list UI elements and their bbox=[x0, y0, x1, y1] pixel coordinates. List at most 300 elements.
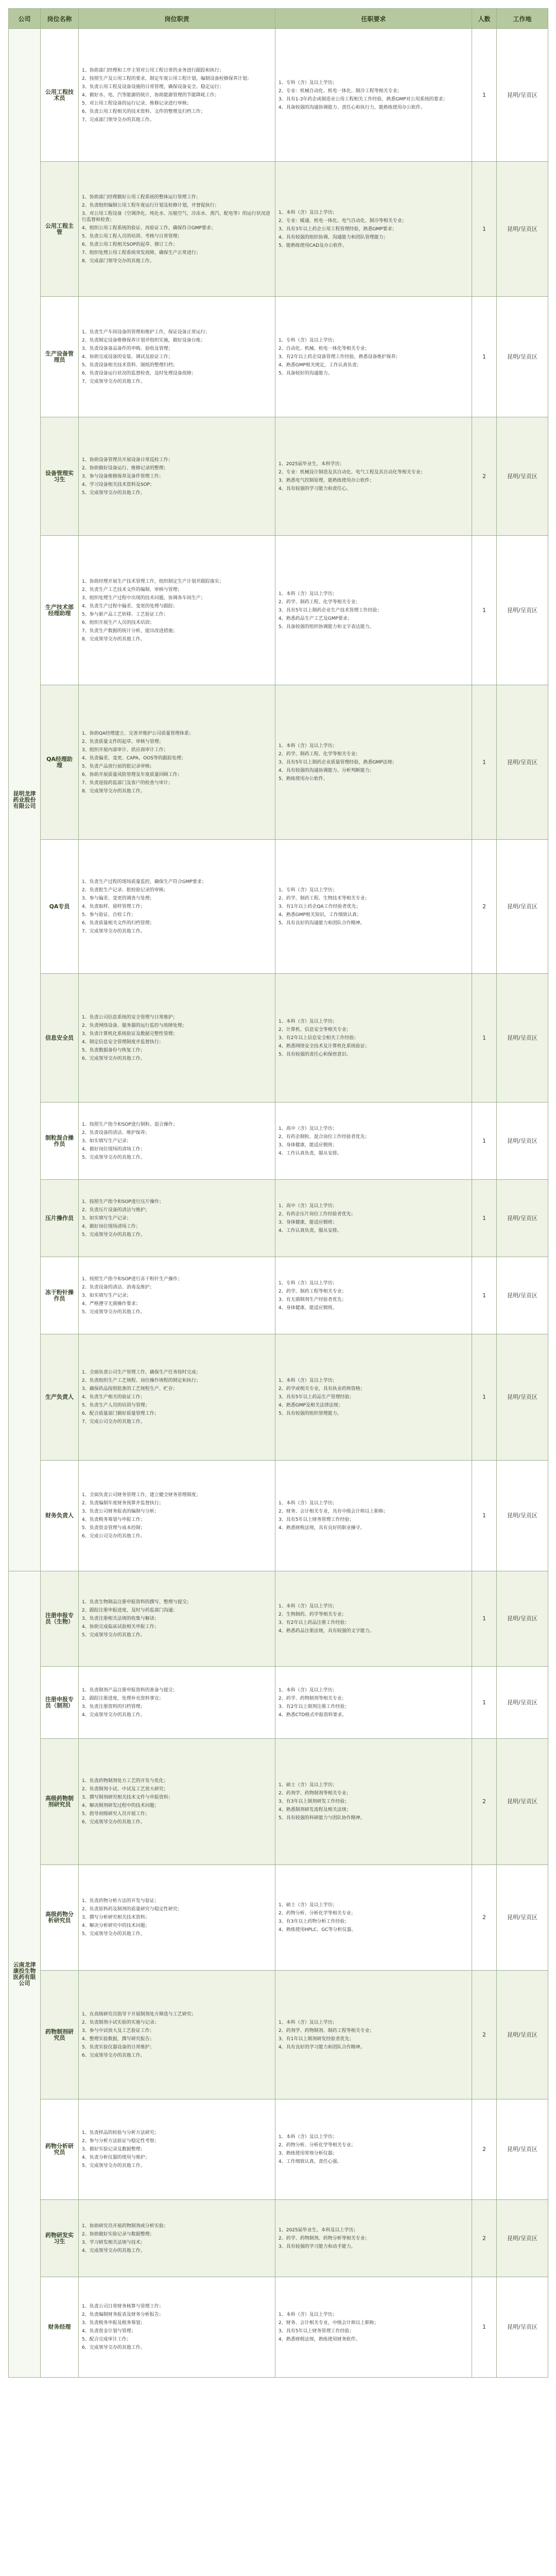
work-location: 昆明/呈贡区 bbox=[497, 1667, 548, 1739]
duty-line: 5、配合完成审计工作； bbox=[82, 2337, 131, 2342]
requirements-cell bbox=[275, 536, 472, 685]
requirements-cell bbox=[275, 1971, 472, 2099]
requirement-line: 4、具有较强的组织协调、沟通能力和团队管理能力； bbox=[279, 234, 388, 240]
duty-line: 2、负责网络设备、服务器的运行监控与故障处理； bbox=[82, 1023, 187, 1028]
table-row bbox=[9, 974, 548, 1103]
position-name: QA经理助理 bbox=[41, 685, 79, 840]
work-location: 昆明/呈贡区 bbox=[497, 1571, 548, 1667]
requirement-line: 1、专科（含）及以上学历； bbox=[279, 887, 337, 893]
position-name: QA专员 bbox=[41, 840, 79, 974]
duty-line: 2、负责质量文件的起草、审核与管理； bbox=[82, 739, 164, 744]
duty-line: 6、负责质量相关文件的归档管理； bbox=[82, 920, 154, 926]
duty-line: 5、负责生产人员的培训与管理； bbox=[82, 1403, 150, 1408]
duty-line: 3、负责设备备品备件的申购、验收及管理； bbox=[82, 346, 173, 351]
duty-line: 5、完成领导交办的其他工作。 bbox=[82, 1309, 145, 1315]
requirement-line: 3、熟练使用常规分析仪器； bbox=[279, 2151, 337, 2156]
position-name: 药物研发实习生 bbox=[41, 2200, 79, 2277]
requirement-line: 1、本科（含）及以上学历； bbox=[279, 743, 337, 749]
requirement-line: 2、财务、会计相关专业，中级会计师以上职称； bbox=[279, 2320, 379, 2326]
duties-cell bbox=[79, 1103, 275, 1180]
duties-cell bbox=[79, 2099, 275, 2200]
duty-line: 6、组织开展生产人员的技术培训； bbox=[82, 620, 154, 625]
requirement-line: 3、身体健康，能适应倒班； bbox=[279, 1142, 337, 1148]
requirements-cell bbox=[275, 1571, 472, 1667]
requirement-line: 2、药学、制药工程、生物技术等相关专业； bbox=[279, 895, 370, 901]
table-body bbox=[9, 29, 548, 2378]
position-name: 生产技术部经理助理 bbox=[41, 536, 79, 685]
table-row bbox=[9, 1257, 548, 1334]
headcount: 2 bbox=[472, 840, 497, 974]
headcount: 2 bbox=[472, 2200, 497, 2277]
header-location: 工作地 bbox=[497, 9, 548, 29]
requirement-line: 4、熟悉财税法规，熟练使用财务软件。 bbox=[279, 2337, 360, 2342]
duty-line: 3、如实填写生产记录； bbox=[82, 1138, 131, 1144]
requirement-line: 4、熟悉GMP相关规定，工作认真负责； bbox=[279, 362, 361, 368]
requirement-line: 1、本科（含）及以上学历； bbox=[279, 1378, 337, 1383]
requirement-line: 3、有无菌制剂生产经验者优先； bbox=[279, 1297, 346, 1302]
requirement-line: 2、药学、药物制剂、药物分析等相关专业； bbox=[279, 2235, 370, 2241]
duty-line: 3、组织开展内部审计、供应商审计工作； bbox=[82, 747, 168, 753]
requirement-line: 2、药学、制药工程等相关专业； bbox=[279, 1289, 346, 1294]
duties-cell bbox=[79, 840, 275, 974]
duty-line: 5、负责产品放行前的批记录审核； bbox=[82, 764, 154, 769]
duty-line: 4、做好水、电、汽等能源的统计，协助能源管理的节能降耗工作； bbox=[82, 92, 219, 98]
requirements-cell bbox=[275, 974, 472, 1103]
work-location: 昆明/呈贡区 bbox=[497, 29, 548, 162]
duty-line: 2、负责批生产记录、批检验记录的审核； bbox=[82, 887, 168, 893]
requirement-line: 4、工作细致认真，责任心强。 bbox=[279, 2159, 342, 2164]
duty-line: 7、完成公司交办的其他工作。 bbox=[82, 1419, 145, 1425]
table-row bbox=[9, 1180, 548, 1257]
work-location: 昆明/呈贡区 bbox=[497, 536, 548, 685]
requirement-line: 4、熟悉GMP及相关法律法规； bbox=[279, 1403, 343, 1408]
duty-line: 3、如实填写生产记录； bbox=[82, 1293, 131, 1298]
duty-line: 7、组织处理公用工程系统突发故障，确保生产正常进行； bbox=[82, 250, 201, 256]
position-name: 生产负责人 bbox=[41, 1334, 79, 1461]
requirement-line: 5、具有较强的科研能力与团队协作精神。 bbox=[279, 1816, 365, 1821]
requirement-line: 1、本科（含）及以上学历； bbox=[279, 2134, 337, 2140]
duty-line: 4、完成领导交办的其他工作。 bbox=[82, 1712, 145, 1718]
work-location: 昆明/呈贡区 bbox=[497, 2277, 548, 2378]
requirement-line: 3、有3年以上制剂研发工作经验； bbox=[279, 1799, 350, 1804]
duty-line: 2、负责制定设备维修保养计划并组织实施，做好设备台账； bbox=[82, 337, 205, 343]
duty-line: 2、按照生产及公用工程的要求，制定年度公用工程计划，编制设备检修保养计划； bbox=[82, 76, 252, 81]
table-row bbox=[9, 1334, 548, 1461]
duties-cell bbox=[79, 1571, 275, 1667]
requirement-line: 4、具有较强的沟通协调能力、分析判断能力； bbox=[279, 768, 374, 773]
duty-line: 2、负责编制财务报表及财务分析报告； bbox=[82, 2312, 164, 2317]
requirement-line: 2、专业：暖通、机电一体化、电气自动化、制冷等相关专业； bbox=[279, 218, 407, 224]
duties-cell bbox=[79, 1257, 275, 1334]
requirements-cell bbox=[275, 1667, 472, 1739]
duty-line: 7、完成领导交办的其他工作。 bbox=[82, 379, 145, 384]
duty-line: 4、制定信息安全管理制度并监督执行； bbox=[82, 1039, 164, 1045]
duties-cell bbox=[79, 536, 275, 685]
duty-line: 5、对公用工程设备的运行记录、维修记录进行审核； bbox=[82, 100, 192, 106]
requirement-line: 2、药剂学、药物制剂、制药工程等相关专业； bbox=[279, 2028, 374, 2033]
requirement-line: 4、身体健康，能适应倒班。 bbox=[279, 1305, 337, 1311]
duty-line: 3、参与设备维修保养及备件管理工作； bbox=[82, 473, 164, 479]
requirement-line: 2、生物制药、药学等相关专业； bbox=[279, 1612, 346, 1617]
requirement-line: 3、身体健康，能适应倒班； bbox=[279, 1219, 337, 1225]
duty-line: 1、按照生产指令和SOP进行冻干粉针生产操作； bbox=[82, 1276, 182, 1282]
recruitment-table bbox=[8, 8, 548, 2378]
requirement-line: 5、熟练使用办公软件。 bbox=[279, 776, 328, 782]
duty-line: 1、负责生产车间设备的管理和维护工作，保证设备正常运行； bbox=[82, 329, 210, 335]
requirement-line: 4、工作认真负责，服从安排。 bbox=[279, 1228, 342, 1233]
requirement-line: 3、有3年以上药物分析工作经验； bbox=[279, 1919, 350, 1924]
position-name: 制粒混合操作员 bbox=[41, 1103, 79, 1180]
table-row bbox=[9, 536, 548, 685]
duty-line: 2、负责组织编制公用工程年度运行计划及检修计划，并督促执行； bbox=[82, 202, 219, 208]
requirements-cell bbox=[275, 2099, 472, 2200]
duty-line: 3、负责注册资料的归档管理； bbox=[82, 1704, 145, 1709]
position-name: 注册申报专员（制剂） bbox=[41, 1667, 79, 1739]
requirement-line: 3、具有5年以上制药企业质量管理经验，熟悉GMP法规； bbox=[279, 759, 397, 765]
requirements-cell bbox=[275, 1739, 472, 1865]
duties-cell bbox=[79, 1334, 275, 1461]
requirement-line: 1、高中（含）及以上学历； bbox=[279, 1126, 337, 1131]
company-cell: 昆明龙津药业股份有限公司 bbox=[9, 29, 41, 1571]
headcount: 1 bbox=[472, 1180, 497, 1257]
work-location: 昆明/呈贡区 bbox=[497, 162, 548, 297]
requirements-cell bbox=[275, 417, 472, 536]
table-row bbox=[9, 840, 548, 974]
duty-line: 7、负责迎接药监部门及客户的检查与审计； bbox=[82, 780, 173, 786]
headcount: 2 bbox=[472, 417, 497, 536]
duty-line: 4、做好岗位现场的清场工作； bbox=[82, 1146, 145, 1152]
position-name: 设备管理实习生 bbox=[41, 417, 79, 536]
header-company: 公司 bbox=[9, 9, 41, 29]
duty-line: 3、负责公司财务报表的编制与分析； bbox=[82, 1509, 159, 1514]
requirement-line: 1、专科（含）及以上学历； bbox=[279, 1280, 337, 1286]
requirement-line: 5、能熟练使用CAD及办公软件。 bbox=[279, 243, 348, 248]
table-row bbox=[9, 417, 548, 536]
duty-line: 4、负责资金计划与管理； bbox=[82, 2329, 136, 2334]
headcount: 2 bbox=[472, 1971, 497, 2099]
duty-line: 5、参与验证、自检工作； bbox=[82, 912, 136, 918]
position-name: 高级药物分析研究员 bbox=[41, 1865, 79, 1971]
headcount: 2 bbox=[472, 1739, 497, 1865]
duty-line: 7、负责生产数据的统计分析，提出改进措施； bbox=[82, 628, 178, 634]
duty-line: 3、组织处理生产过程中出现的技术问题，协调各车间生产； bbox=[82, 595, 205, 601]
duty-line: 6、完成领导交办的其他工作。 bbox=[82, 1820, 145, 1825]
duty-line: 8、完成领导交办的其他工作。 bbox=[82, 788, 145, 794]
duty-line: 6、负责公用工程相关的技术资料、文件的整理及归档工作； bbox=[82, 109, 205, 114]
requirement-line: 2、有药企制粒、混合岗位工作经验者优先； bbox=[279, 1134, 370, 1140]
position-name: 信息安全员 bbox=[41, 974, 79, 1103]
table-row bbox=[9, 1103, 548, 1180]
requirement-line: 1、本科（含）及以上学历； bbox=[279, 2312, 337, 2317]
duty-line: 2、负责原料药及制剂的质量研究与稳定性研究； bbox=[82, 1907, 182, 1912]
duty-line: 1、按照生产指令和SOP进行制粒、混合操作； bbox=[82, 1122, 178, 1127]
recruitment-table-sheet bbox=[8, 8, 548, 2378]
requirement-line: 4、熟悉GMP相关知识，工作细致认真； bbox=[279, 912, 361, 918]
duty-line: 2、负责设备的清洁、消毒及维护； bbox=[82, 1284, 154, 1290]
duty-line: 1、协助部门经理做好公用工程系统的整体运行管理工作； bbox=[82, 194, 201, 200]
position-name: 公用工程主管 bbox=[41, 162, 79, 297]
duty-line: 2、协助做好实验记录与数据整理； bbox=[82, 2231, 154, 2237]
requirement-line: 1、硕士（含）及以上学历； bbox=[279, 1783, 337, 1788]
duties-cell bbox=[79, 1971, 275, 2099]
duty-line: 4、严格遵守无菌操作要求； bbox=[82, 1301, 141, 1307]
requirements-cell bbox=[275, 1461, 472, 1571]
requirement-line: 4、熟悉药品注册法规，具有较强的文字能力。 bbox=[279, 1629, 374, 1634]
duty-line: 3、参与中试放大及工艺验证工作； bbox=[82, 2028, 154, 2033]
duty-line: 1、负责生物制品注册申报资料的撰写、整理与提交； bbox=[82, 1600, 192, 1605]
requirement-line: 5、具有较强的组织管理能力。 bbox=[279, 1411, 342, 1416]
duty-line: 6、完成公司交办的其他工作。 bbox=[82, 1534, 145, 1539]
duty-line: 1、按照生产指令和SOP进行压片操作； bbox=[82, 1199, 164, 1205]
duty-line: 4、负责税务筹划与申报工作； bbox=[82, 1517, 145, 1522]
table-row bbox=[9, 1971, 548, 2099]
duty-line: 4、做好岗位现场清场工作； bbox=[82, 1224, 141, 1229]
requirement-line: 1、2025届毕业生，本科及以上学历； bbox=[279, 2227, 358, 2233]
position-name: 生产设备管理员 bbox=[41, 297, 79, 417]
requirement-line: 5、具备较强的组织协调能力和文字表达能力。 bbox=[279, 624, 374, 630]
duties-cell bbox=[79, 417, 275, 536]
requirement-line: 5、具有较强的责任心和保密意识。 bbox=[279, 1052, 351, 1057]
header-row bbox=[9, 9, 548, 29]
position-name: 公用工程技术员 bbox=[41, 29, 79, 162]
duty-line: 3、撰写分析研究相关技术资料； bbox=[82, 1915, 150, 1920]
duty-line: 4、解决制剂研发过程中的技术问题； bbox=[82, 1803, 159, 1808]
duty-line: 4、协助完成设备的安装、调试及验证工作； bbox=[82, 354, 173, 360]
duty-line: 5、完成领导交办的其他工作。 bbox=[82, 1633, 145, 1638]
duty-line: 6、负责公用工程相关SOP的起草、修订工作； bbox=[82, 242, 178, 247]
requirement-line: 3、有2年以上制剂注册工作经验； bbox=[279, 1704, 350, 1709]
requirement-line: 3、具有5年以上药品生产管理经验； bbox=[279, 1395, 354, 1400]
requirement-line: 4、工作认真负责，服从安排。 bbox=[279, 1150, 342, 1156]
duty-line: 5、负责公用工程人员的培训、考核与日常管理； bbox=[82, 233, 182, 239]
requirements-cell bbox=[275, 29, 472, 162]
requirement-line: 1、专科（含）及以上学历； bbox=[279, 80, 337, 86]
requirement-line: 3、具有5年以上财务管理工作经验； bbox=[279, 2329, 354, 2334]
duty-line: 3、参与偏差、变更的调查与处理； bbox=[82, 895, 154, 901]
table-row bbox=[9, 1461, 548, 1571]
duty-line: 2、负责生产工艺技术文件的编制、审核与管理； bbox=[82, 587, 182, 592]
requirement-line: 2、专业：机械设计制造及其自动化、电气工程及其自动化等相关专业； bbox=[279, 469, 425, 475]
duty-line: 1、协助部门经理和工序主管对公用工程日常的业务进行跟踪和执行； bbox=[82, 67, 224, 73]
requirement-line: 4、熟练使用HPLC、GC等分析仪器。 bbox=[279, 1927, 356, 1933]
headcount: 1 bbox=[472, 297, 497, 417]
duty-line: 1、协助经理开展生产技术管理工作，组织制定生产计划并跟踪落实； bbox=[82, 579, 224, 584]
duty-line: 4、组织公用工程系统的验证、再验证工作，确保符合GMP要求； bbox=[82, 225, 216, 231]
requirement-line: 3、具有3年以上药企公用工程管理经验，熟悉GMP要求； bbox=[279, 226, 397, 232]
requirement-line: 4、熟悉制剂研发流程及相关法规； bbox=[279, 1807, 351, 1812]
header-requirements: 任职要求 bbox=[275, 9, 472, 29]
requirement-line: 3、熟悉电气控制原理，能熟练使用办公软件； bbox=[279, 478, 374, 483]
duty-line: 4、负责取样、留样管理工作； bbox=[82, 904, 145, 909]
duty-line: 6、负责设备运行状况的监督检查，及时处理设备故障； bbox=[82, 370, 196, 376]
work-location: 昆明/呈贡区 bbox=[497, 2200, 548, 2277]
table-row bbox=[9, 297, 548, 417]
requirements-cell bbox=[275, 840, 472, 974]
work-location: 昆明/呈贡区 bbox=[497, 1103, 548, 1180]
requirement-line: 2、财务、会计相关专业，具有中级会计师以上职称； bbox=[279, 1509, 388, 1514]
requirement-line: 3、具有5年以上财务管理工作经验； bbox=[279, 1517, 354, 1522]
requirement-line: 4、熟悉药品生产工艺及GMP要求； bbox=[279, 616, 352, 621]
duty-line: 2、跟踪注册进度，处理补充资料事宜； bbox=[82, 1696, 164, 1701]
requirements-cell bbox=[275, 2200, 472, 2277]
duties-cell bbox=[79, 1180, 275, 1257]
table-row bbox=[9, 685, 548, 840]
duty-line: 3、如实填写生产记录； bbox=[82, 1215, 131, 1221]
duty-line: 5、完成领导交办的其他工作。 bbox=[82, 1155, 145, 1160]
requirement-line: 1、本科（含）及以上学历； bbox=[279, 1604, 337, 1609]
headcount: 1 bbox=[472, 29, 497, 162]
work-location: 昆明/呈贡区 bbox=[497, 1180, 548, 1257]
requirement-line: 5、具备较好的沟通能力。 bbox=[279, 370, 333, 376]
requirement-line: 3、具有1-3年药企或制造业公用工程相关工作经验，熟悉GMP对公用系统的要求； bbox=[279, 96, 448, 102]
position-name: 药物制剂研究员 bbox=[41, 1971, 79, 2099]
duty-line: 2、跟踪注册申报进度，及时与药监部门沟通； bbox=[82, 1608, 178, 1613]
work-location: 昆明/呈贡区 bbox=[497, 1334, 548, 1461]
duty-line: 5、参与新产品工艺转移、工艺验证工作； bbox=[82, 612, 168, 617]
requirement-line: 4、具有较强的学习能力和责任心。 bbox=[279, 486, 351, 492]
requirement-line: 1、本科（含）及以上学历； bbox=[279, 2020, 337, 2025]
duty-line: 1、协助研究员开展药物制剂或分析实验； bbox=[82, 2223, 168, 2229]
duties-cell bbox=[79, 974, 275, 1103]
requirement-line: 2、计算机、信息安全等相关专业； bbox=[279, 1027, 351, 1032]
duty-line: 4、解决分析研究中的技术问题； bbox=[82, 1923, 150, 1928]
duties-cell bbox=[79, 29, 275, 162]
table-row bbox=[9, 1739, 548, 1865]
duty-line: 3、负责注册相关法规的收集与解读； bbox=[82, 1616, 159, 1621]
duty-line: 1、负责制剂产品注册申报资料的准备与提交； bbox=[82, 1687, 178, 1693]
table-row bbox=[9, 1865, 548, 1971]
requirement-line: 2、药学、药物制剂等相关专业； bbox=[279, 1696, 346, 1701]
duty-line: 7、完成部门领导交办的其他工作。 bbox=[82, 117, 154, 123]
duties-cell bbox=[79, 1461, 275, 1571]
duty-line: 1、负责药物分析方法的开发与验证； bbox=[82, 1899, 159, 1904]
duty-line: 4、负责生产过程中偏差、变更的处理与跟踪； bbox=[82, 603, 178, 609]
duties-cell bbox=[79, 1739, 275, 1865]
table-row bbox=[9, 162, 548, 297]
requirement-line: 2、自动化、机械、机电一体化等相关专业； bbox=[279, 346, 370, 351]
requirement-line: 3、有1年以上药企QA工作经验者优先； bbox=[279, 904, 361, 909]
duty-line: 5、完成领导交办的其他工作。 bbox=[82, 490, 145, 496]
requirement-line: 3、有2年以上药企设备管理工作经验，熟悉设备维护保养； bbox=[279, 354, 401, 360]
requirements-cell bbox=[275, 297, 472, 417]
header-position: 岗位名称 bbox=[41, 9, 79, 29]
work-location: 昆明/呈贡区 bbox=[497, 1971, 548, 2099]
requirement-line: 4、熟悉财税法规，具有良好的职业操守。 bbox=[279, 1526, 365, 1531]
requirement-line: 2、专业：机械自动化、机电一体化、制冷工程等相关专业； bbox=[279, 88, 402, 94]
duty-line: 5、负责实验仪器设备的日常维护； bbox=[82, 2044, 154, 2050]
duty-line: 1、负责药物制剂处方工艺的开发与优化； bbox=[82, 1778, 168, 1784]
table-row bbox=[9, 29, 548, 162]
work-location: 昆明/呈贡区 bbox=[497, 685, 548, 840]
duty-line: 6、配合质量部门做好质量管理工作； bbox=[82, 1411, 159, 1416]
duty-line: 2、协助做好设备运行、维修记录的整理； bbox=[82, 465, 168, 471]
duty-line: 2、负责制剂小试、中试及工艺放大研究； bbox=[82, 1787, 168, 1792]
requirement-line: 2、药物分析、分析化学等相关专业； bbox=[279, 1911, 356, 1916]
requirements-cell bbox=[275, 2277, 472, 2378]
header-count: 人数 bbox=[472, 9, 497, 29]
requirement-line: 2、药学、制药工程、化学等相关专业； bbox=[279, 751, 360, 757]
duty-line: 4、协助完成临床试验相关申报工作； bbox=[82, 1624, 159, 1630]
duty-line: 5、指导初级研究人员开展工作； bbox=[82, 1811, 150, 1817]
requirement-line: 2、药学、制药工程、化学等相关专业； bbox=[279, 599, 360, 605]
duty-line: 1、全面负责公司生产管理工作，确保生产任务按时完成； bbox=[82, 1370, 201, 1375]
position-name: 财务负责人 bbox=[41, 1461, 79, 1571]
duty-line: 1、负责公司信息系统的安全管理与日常维护； bbox=[82, 1014, 178, 1020]
duty-line: 6、完成领导交办的其他工作。 bbox=[82, 1056, 145, 1061]
requirements-cell bbox=[275, 1334, 472, 1461]
requirement-line: 1、本科（含）及以上学历； bbox=[279, 1687, 337, 1693]
header-duties: 岗位职责 bbox=[79, 9, 275, 29]
duty-line: 3、负责税务申报及税务筹划； bbox=[82, 2320, 145, 2326]
duty-line: 5、完成领导交办的其他工作。 bbox=[82, 2163, 145, 2168]
position-name: 注册申报专员（生物） bbox=[41, 1571, 79, 1667]
headcount: 2 bbox=[472, 2099, 497, 2200]
requirement-line: 4、熟悉网络安全技术及计算机化系统验证； bbox=[279, 1043, 370, 1049]
duty-line: 2、负责组织生产工艺规程、岗位操作规程的制定和执行； bbox=[82, 1378, 201, 1383]
work-location: 昆明/呈贡区 bbox=[497, 297, 548, 417]
requirement-line: 3、有1年以上制剂研发经验者优先； bbox=[279, 2036, 354, 2042]
table-row bbox=[9, 1667, 548, 1739]
requirement-line: 4、具有良好的学习能力和团队合作精神。 bbox=[279, 2044, 365, 2050]
headcount: 1 bbox=[472, 1571, 497, 1667]
work-location: 昆明/呈贡区 bbox=[497, 1739, 548, 1865]
duty-line: 6、协助开展质量风险管理及年度质量回顾工作； bbox=[82, 772, 182, 777]
duty-line: 2、负责编制年度财务预算并监督执行； bbox=[82, 1501, 164, 1506]
duty-line: 1、在高级研究员指导下开展制剂处方筛选与工艺研究； bbox=[82, 2011, 196, 2017]
requirement-line: 2、药学或相关专业，具有执业药师资格； bbox=[279, 1386, 365, 1392]
headcount: 1 bbox=[472, 974, 497, 1103]
requirement-line: 3、有2年以上药品注册工作经验； bbox=[279, 1620, 350, 1625]
duty-line: 4、负责偏差、变更、CAPA、OOS等的跟踪处理； bbox=[82, 755, 186, 761]
duty-line: 6、完成领导交办的其他工作。 bbox=[82, 2053, 145, 2058]
duties-cell bbox=[79, 162, 275, 297]
headcount: 1 bbox=[472, 1257, 497, 1334]
headcount: 1 bbox=[472, 1103, 497, 1180]
duty-line: 1、负责样品的检验与分析方法研究； bbox=[82, 2130, 159, 2136]
duty-line: 2、参与分析方法验证与稳定性考察； bbox=[82, 2139, 159, 2144]
company-cell: 云南龙津康投生物医药有限公司 bbox=[9, 1571, 41, 2378]
duty-line: 4、负责分析仪器的使用与维护； bbox=[82, 2155, 150, 2160]
duties-cell bbox=[79, 2200, 275, 2277]
work-location: 昆明/呈贡区 bbox=[497, 2099, 548, 2200]
headcount: 2 bbox=[472, 1865, 497, 1971]
table-row bbox=[9, 1571, 548, 1667]
requirements-cell bbox=[275, 1865, 472, 1971]
duty-line: 2、负责压片设备的清洁与维护； bbox=[82, 1207, 150, 1213]
duty-line: 4、完成领导交办的其他工作。 bbox=[82, 2248, 145, 2253]
work-location: 昆明/呈贡区 bbox=[497, 1865, 548, 1971]
position-name: 药物分析研究员 bbox=[41, 2099, 79, 2200]
requirement-line: 1、本科（含）及以上学历； bbox=[279, 591, 337, 597]
requirement-line: 5、具有良好的沟通能力和团队合作精神。 bbox=[279, 920, 365, 926]
requirements-cell bbox=[275, 162, 472, 297]
table-row bbox=[9, 2277, 548, 2378]
table-row bbox=[9, 2200, 548, 2277]
headcount: 1 bbox=[472, 1334, 497, 1461]
duty-line: 5、负责数据备份与恢复工作； bbox=[82, 1047, 145, 1053]
duty-line: 3、负责计算机化系统验证及数据完整性管理； bbox=[82, 1031, 178, 1037]
requirement-line: 1、本科（含）及以上学历； bbox=[279, 1019, 337, 1024]
duty-line: 3、做好实验记录及数据整理； bbox=[82, 2147, 145, 2152]
duty-line: 5、完成领导交办的其他工作。 bbox=[82, 1931, 145, 1937]
duty-line: 1、协助设备管理员开展设备日常巡检工作； bbox=[82, 457, 173, 463]
requirement-line: 3、有2年以上信息安全相关工作经验； bbox=[279, 1035, 359, 1041]
requirement-line: 1、本科（含）及以上学历； bbox=[279, 210, 337, 215]
duty-line: 4、整理实验数据，撰写研究报告； bbox=[82, 2036, 154, 2042]
requirement-line: 2、有药企压片岗位工作经验者优先； bbox=[279, 1211, 356, 1217]
requirements-cell bbox=[275, 685, 472, 840]
duty-line: 2、负责设备的清洁、维护保养； bbox=[82, 1130, 150, 1136]
